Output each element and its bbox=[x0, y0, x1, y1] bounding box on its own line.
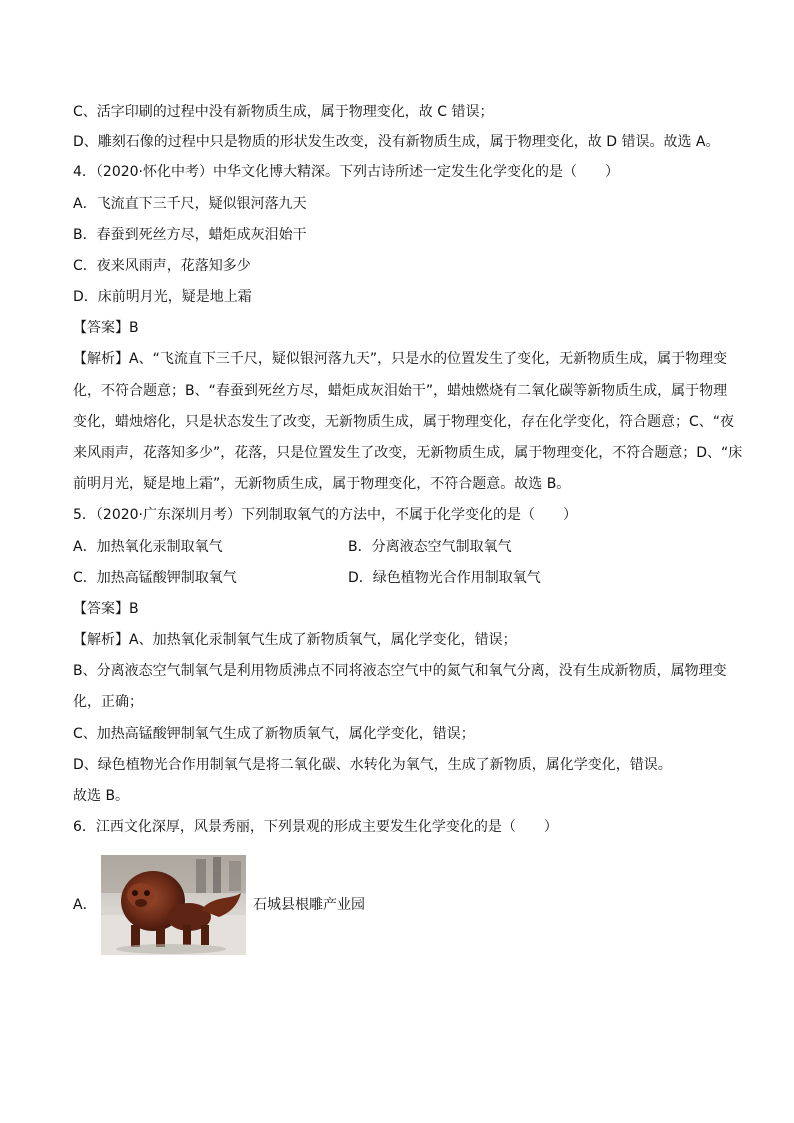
q6-option-a-label: A． bbox=[73, 897, 97, 913]
q4-analysis-line: 【解析】A、“飞流直下三千尺，疑似银河落九天”，只是水的位置发生了变化，无新物质生成，属于物理变 bbox=[73, 351, 728, 367]
q5-answer: 【答案】B bbox=[73, 601, 139, 617]
q5-analysis-line: 化，正确； bbox=[73, 694, 143, 710]
q3-line-d: D、雕刻石像的过程中只是物质的形状发生改变，没有新物质生成，属于物理变化，故 D 错误。故选 A。 bbox=[73, 134, 720, 150]
q5-analysis-line: B、分离液态空气制氧气是利用物质沸点不同将液态空气中的氮气和氧气分离，没有生成新物质，属物理变 bbox=[73, 663, 727, 679]
q5-stem: 5．（2020·广东深圳月考）下列制取氧气的方法中，不属于化学变化的是（ ） bbox=[73, 507, 577, 523]
q5-option-a: A．加热氧化汞制取氧气 bbox=[73, 539, 223, 555]
q4-analysis-line: 变化，蜡烛熔化，只是状态发生了改变，无新物质生成，属于物理变化，存在化学变化，符合题意；C、“夜 bbox=[73, 414, 735, 430]
q6-stem: 6．江西文化深厚，风景秀丽，下列景观的形成主要发生化学变化的是（ ） bbox=[73, 819, 558, 835]
q4-option-a: A．飞流直下三千尺，疑似银河落九天 bbox=[73, 196, 307, 212]
q5-analysis-line: 故选 B。 bbox=[73, 788, 130, 804]
q5-option-c: C．加热高锰酸钾制取氧气 bbox=[73, 570, 237, 586]
q4-stem: 4．（2020·怀化中考）中华文化博大精深。下列古诗所述一定发生化学变化的是（ ） bbox=[73, 164, 619, 180]
q4-analysis-line: 化，不符合题意；B、“春蚕到死丝方尽，蜡炬成灰泪始干”，蜡烛燃烧有二氧化碳等新物质生成，属于物理 bbox=[73, 383, 728, 399]
q5-analysis-line: D、绿色植物光合作用制氧气是将二氧化碳、水转化为氧气，生成了新物质，属化学变化，错误。 bbox=[73, 757, 672, 773]
q4-option-c: C．夜来风雨声，花落知多少 bbox=[73, 258, 251, 274]
q5-option-b: B．分离液态空气制取氧气 bbox=[348, 539, 512, 555]
q5-analysis-line: 【解析】A、加热氧化汞制氧气生成了新物质氧气，属化学变化，错误； bbox=[73, 632, 517, 648]
q5-option-d: D．绿色植物光合作用制取氧气 bbox=[348, 570, 541, 586]
root-carving-photo bbox=[101, 855, 246, 955]
q5-analysis-line: C、加热高锰酸钾制氧气生成了新物质氧气，属化学变化，错误； bbox=[73, 726, 475, 742]
q4-answer: 【答案】B bbox=[73, 320, 139, 336]
q4-analysis-line: 来风雨声，花落知多少”，花落，只是位置发生了改变，无新物质生成，属于物理变化，不符合题意；D、“床 bbox=[73, 445, 743, 461]
q6-option-a-caption: 石城县根雕产业园 bbox=[253, 897, 365, 913]
q5-option-row bbox=[73, 569, 541, 587]
q3-line-c: C、活字印刷的过程中没有新物质生成，属于物理变化，故 C 错误； bbox=[73, 104, 494, 120]
q4-analysis-line: 前明月光，疑是地上霜”，无新物质生成，属于物理变化，不符合题意。故选 B。 bbox=[73, 476, 571, 492]
q5-option-row bbox=[73, 538, 512, 556]
q4-option-b: B．春蚕到死丝方尽，蜡炬成灰泪始干 bbox=[73, 227, 307, 243]
q4-option-d: D．床前明月光，疑是地上霜 bbox=[73, 289, 252, 305]
